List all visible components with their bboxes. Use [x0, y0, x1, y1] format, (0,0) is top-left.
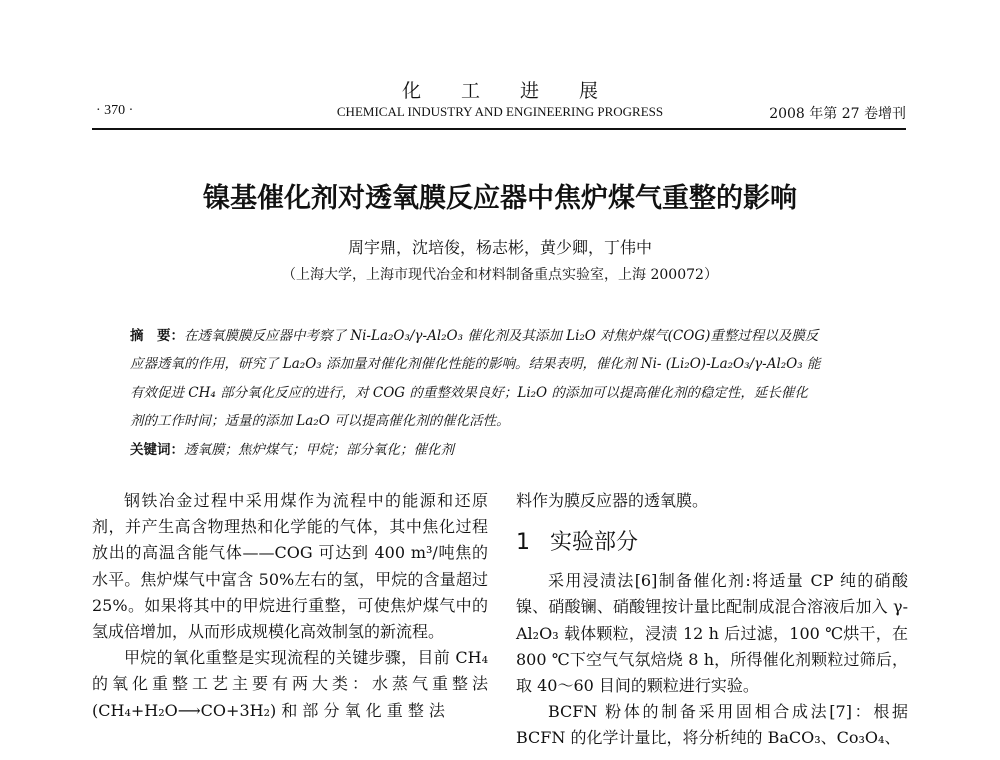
header-rule	[92, 128, 906, 130]
left-column	[92, 488, 488, 724]
abstract-line: 剂的工作时间；适量的添加 La₂O 可以提高催化剂的催化活性。	[130, 413, 510, 429]
section-number: 1	[516, 530, 530, 556]
journal-title-chinese: 化工进展	[401, 80, 638, 102]
right-column	[516, 488, 908, 752]
abstract-label: 摘 要：	[130, 328, 184, 344]
body-paragraph: 甲烷的氧化重整是实现流程的关键步骤，目前 CH₄ 的氧化重整工艺主要有两大类：水蒸气重整法 (CH₄+H₂O⟶CO+3H₂) 和 部 分 氧 化 重 整 法	[92, 648, 488, 720]
issue-info: 2008 年第 27 卷增刊	[769, 106, 906, 122]
authors: 周宇鼎，沈培俊，杨志彬，黄少卿，丁伟中	[347, 238, 652, 257]
paper-title: 镍基催化剂对透氧膜反应器中焦炉煤气重整的影响	[203, 183, 797, 214]
keywords: 透氧膜；焦炉煤气；甲烷；部分氧化；催化剂	[184, 442, 454, 458]
affiliation: （上海大学，上海市现代冶金和材料制备重点实验室，上海 200072）	[282, 267, 718, 283]
keywords-line	[130, 438, 454, 458]
section-heading	[516, 528, 908, 558]
body-paragraph: BCFN 粉体的制备采用固相合成法[7]：根据 BCFN 的化学计量比，将分析纯的 BaCO₃、Co₃O₄、	[516, 702, 908, 748]
journal-title-english: CHEMICAL INDUSTRY AND ENGINEERING PROGRESS	[336, 104, 664, 119]
keywords-label: 关键词：	[130, 442, 184, 458]
body-paragraph: 采用浸渍法[6]制备催化剂:将适量 CP 纯的硝酸镍、硝酸镧、硝酸锂按计量比配制成混合溶液后加入 γ-Al₂O₃ 载体颗粒，浸渍 12 h 后过滤，100 ℃烘干，在 800 ℃下空气气氛焙烧 8 h，所得催化剂颗粒过筛后，取 40～60 目间的颗粒进行实验。	[516, 571, 908, 696]
body-paragraph: 料作为膜反应器的透氧膜。	[516, 491, 709, 510]
page-number: · 370 ·	[96, 103, 134, 118]
abstract-line: 摘 要：在透氧膜膜反应器中考察了 Ni-La₂O₃/γ-Al₂O₃ 催化剂及其添加 Li₂O 对焦炉煤气(COG)重整过程以及膜反	[130, 328, 819, 344]
abstract-line: 有效促进 CH₄ 部分氧化反应的进行，对 COG 的重整效果良好；Li₂O 的添加可以提高催化剂的稳定性，延长催化	[130, 385, 808, 401]
body-paragraph: 钢铁冶金过程中采用煤作为流程中的能源和还原剂，并产生高含物理热和化学能的气体，其中焦化过程放出的高温含能气体——COG 可达到 400 m³/吨焦的水平。焦炉煤气中富含 50%左右的氢，甲烷的含量超过 25%。如果将其中的甲烷进行重整，可使焦炉煤气中的氢成倍增加，从而形成规模化高效制氢的新流程。	[92, 491, 488, 642]
section-title: 实验部分	[550, 530, 639, 556]
abstract-line: 应器透氧的作用，研究了 La₂O₃ 添加量对催化剂催化性能的影响。结果表明，催化剂 Ni- (Li₂O)-La₂O₃/γ-Al₂O₃ 能	[130, 356, 821, 372]
